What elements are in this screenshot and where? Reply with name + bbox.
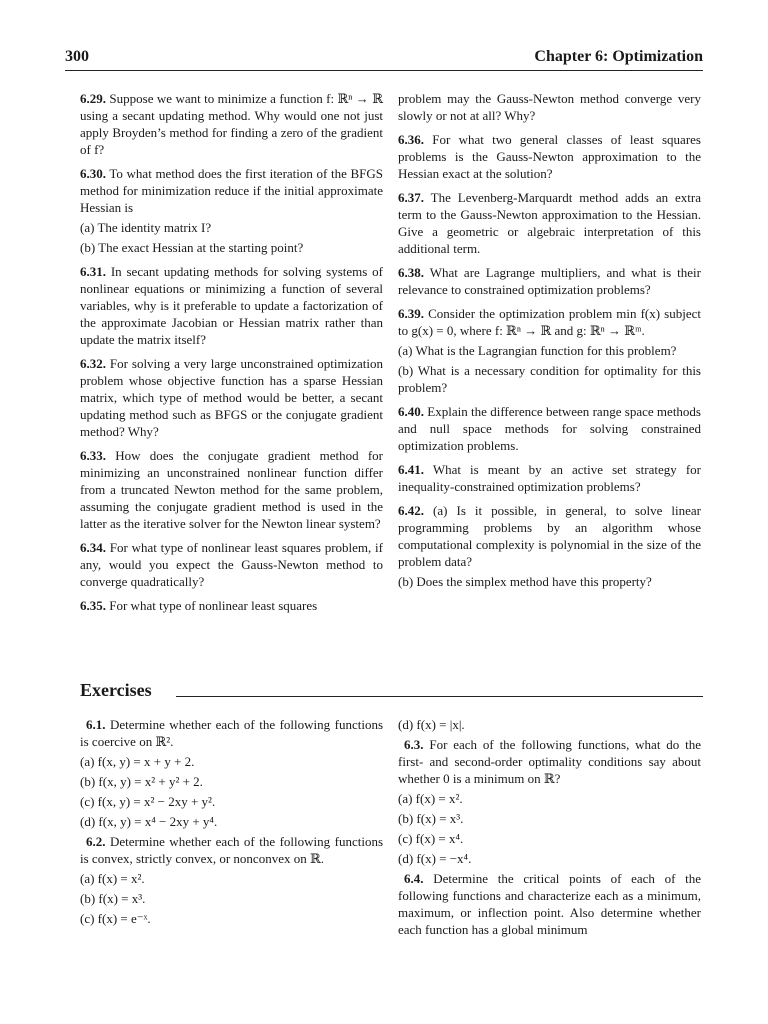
exercises-right-column bbox=[398, 716, 701, 941]
exercise-6-3-d: (d) f(x) = −x⁴. bbox=[398, 851, 472, 866]
exercise-6-3: 6.3. For each of the following functions, what do the first- and second-order optimality conditions say about whether 0 is a minimum on ℝ? bbox=[398, 737, 701, 786]
exercise-6-3-c: (c) f(x) = x⁴. bbox=[398, 831, 464, 846]
question-6-31: 6.31. In secant updating methods for solving systems of nonlinear equations or minimizing a function of several variables, why is it preferable to update a factorization of the approximate Jacobian or Hessian matrix rather than update the matrix itself? bbox=[80, 264, 383, 347]
exercise-6-2-c: (c) f(x) = e⁻ˣ. bbox=[80, 911, 151, 926]
question-6-32: 6.32. For solving a very large unconstrained optimization problem whose objective function has a sparse Hessian matrix, which type of method would be better, a secant updating method such as BFGS or the conjugate gradient method? Why? bbox=[80, 356, 383, 439]
exercise-6-1-a: (a) f(x, y) = x + y + 2. bbox=[80, 754, 195, 769]
exercise-6-4: 6.4. Determine the critical points of each of the following functions and characterize each as a minimum, maximum, or inflection point. Also determine whether each function has a global minimum bbox=[398, 871, 701, 937]
question-6-29: 6.29. Suppose we want to minimize a function f: ℝⁿ → ℝ using a secant updating method. Why would one not just apply Broyden’s method for finding a zero of the gradient of f? bbox=[80, 91, 383, 157]
exercise-6-2-a: (a) f(x) = x². bbox=[80, 871, 145, 886]
question-6-42-b: (b) Does the simplex method have this property? bbox=[398, 574, 652, 589]
question-6-39-a: (a) What is the Lagrangian function for this problem? bbox=[398, 343, 677, 358]
review-questions-right-column bbox=[398, 90, 701, 597]
page-number: 300 bbox=[65, 48, 89, 65]
question-6-37: 6.37. The Levenberg-Marquardt method adds an extra term to the Gauss-Newton approximation to the Hessian. Give a geometric or algebraic interpretation of this additional term. bbox=[398, 190, 701, 256]
question-6-30: 6.30. To what method does the first iteration of the BFGS method for minimization reduce if the initial approximate Hessian is bbox=[80, 166, 383, 215]
question-6-35-cont: problem may the Gauss-Newton method converge very slowly or not at all? Why? bbox=[398, 91, 701, 123]
exercise-6-2: 6.2. Determine whether each of the following functions is convex, strictly convex, or nonconvex on ℝ. bbox=[80, 834, 383, 866]
page-header bbox=[65, 46, 703, 71]
exercise-6-1-b: (b) f(x, y) = x² + y² + 2. bbox=[80, 774, 203, 789]
exercise-6-1-d: (d) f(x, y) = x⁴ − 2xy + y⁴. bbox=[80, 814, 218, 829]
exercises-left-column bbox=[80, 716, 383, 930]
exercises-title: Exercises bbox=[80, 680, 152, 700]
question-6-41: 6.41. What is meant by an active set strategy for inequality-constrained optimization problems? bbox=[398, 462, 701, 494]
question-6-39-b: (b) What is a necessary condition for optimality for this problem? bbox=[398, 363, 701, 395]
review-questions-left-column bbox=[80, 90, 383, 621]
exercise-6-2-b: (b) f(x) = x³. bbox=[80, 891, 146, 906]
question-6-35: 6.35. For what type of nonlinear least squares bbox=[80, 598, 318, 613]
question-6-42: 6.42. (a) Is it possible, in general, to solve linear programming problems by an algorithm whose computational complexity is polynomial in the size of the problem data? bbox=[398, 503, 701, 569]
exercises-heading bbox=[80, 678, 703, 704]
question-6-34: 6.34. For what type of nonlinear least squares problem, if any, would you expect the Gauss-Newton method to converge quadratically? bbox=[80, 540, 383, 589]
exercise-6-1: 6.1. Determine whether each of the following functions is coercive on ℝ². bbox=[80, 717, 383, 749]
exercise-6-3-a: (a) f(x) = x². bbox=[398, 791, 463, 806]
chapter-title: Chapter 6: Optimization bbox=[534, 48, 703, 65]
question-6-40: 6.40. Explain the difference between range space methods and null space methods for solving constrained optimization problems. bbox=[398, 404, 701, 453]
question-6-30-a: (a) The identity matrix I? bbox=[80, 220, 212, 235]
heading-rule bbox=[176, 696, 703, 697]
question-6-38: 6.38. What are Lagrange multipliers, and what is their relevance to constrained optimization problems? bbox=[398, 265, 701, 297]
question-6-33: 6.33. How does the conjugate gradient method for minimizing an unconstrained nonlinear function differ from a truncated Newton method for the same problem, assuming the conjugate gradient method is used in the latter as the iterative solver for the Newton linear system? bbox=[80, 448, 383, 531]
exercise-6-3-b: (b) f(x) = x³. bbox=[398, 811, 464, 826]
question-6-36: 6.36. For what two general classes of least squares problems is the Gauss-Newton approximation to the Hessian exact at the solution? bbox=[398, 132, 701, 181]
question-6-30-b: (b) The exact Hessian at the starting point? bbox=[80, 240, 304, 255]
question-6-39: 6.39. Consider the optimization problem min f(x) subject to g(x) = 0, where f: ℝⁿ → ℝ and g: ℝⁿ → ℝᵐ. bbox=[398, 306, 701, 338]
exercise-6-1-c: (c) f(x, y) = x² − 2xy + y². bbox=[80, 794, 216, 809]
exercise-6-2-d: (d) f(x) = |x|. bbox=[398, 717, 465, 732]
